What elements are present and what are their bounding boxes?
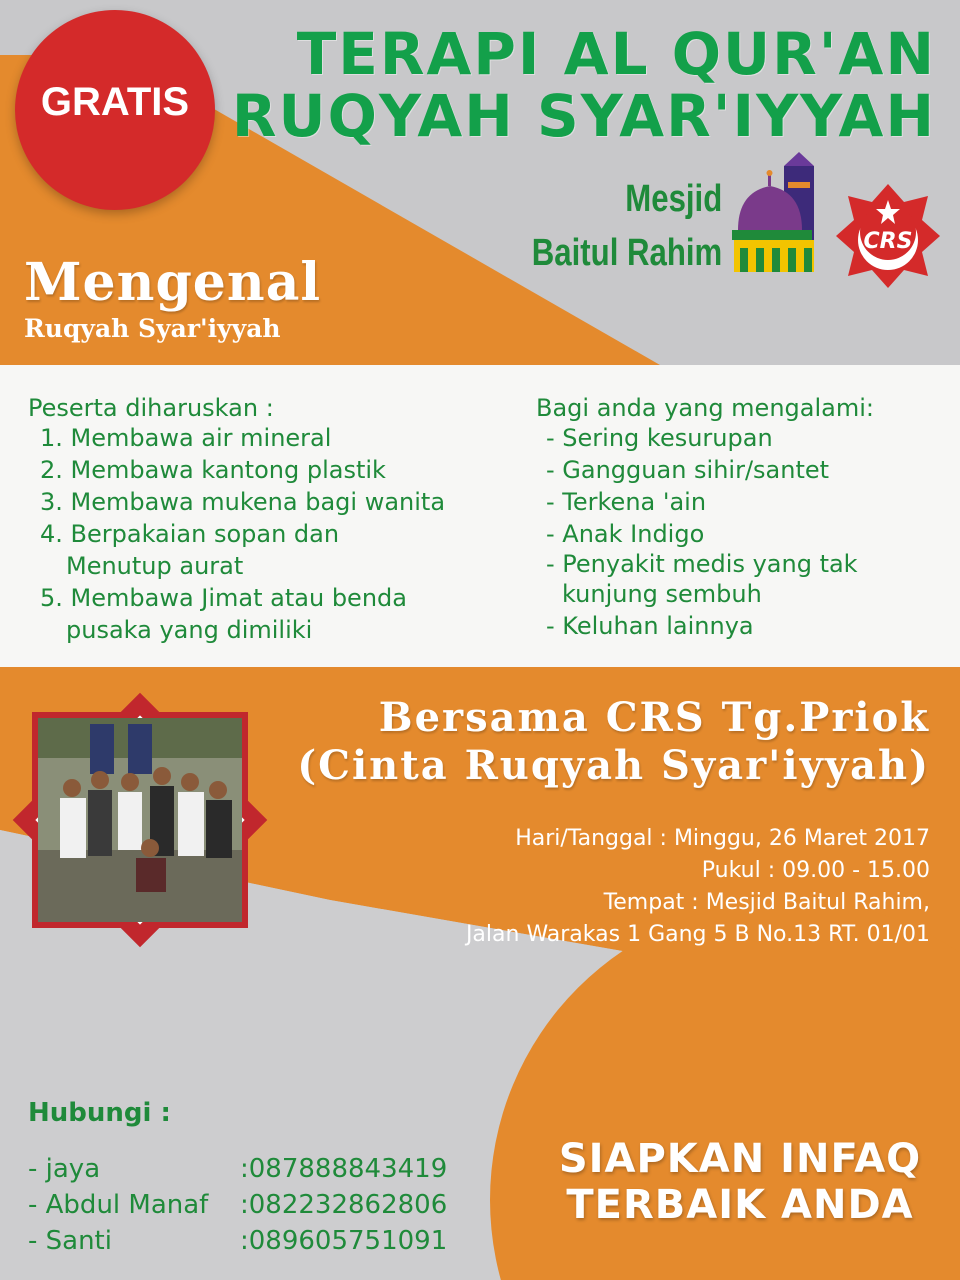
requirement-item: 3. Membawa mukena bagi wanita xyxy=(40,488,446,516)
gratis-label: GRATIS xyxy=(40,80,190,124)
organizer-line-1: Bersama CRS Tg.Priok xyxy=(378,694,930,741)
contact-heading: Hubungi : xyxy=(28,1098,171,1128)
event-address: Jalan Warakas 1 Gang 5 B No.13 RT. 01/01 xyxy=(465,922,930,947)
contact-name: - Santi xyxy=(28,1226,112,1256)
contact-phone[interactable]: :087888843419 xyxy=(240,1154,448,1184)
conditions-heading: Bagi anda yang mengalami: xyxy=(536,394,874,422)
title-line-1: TERAPI AL QUR'AN xyxy=(296,20,936,88)
contact-phone[interactable]: :089605751091 xyxy=(240,1226,448,1256)
cta-line-1: SIAPKAN INFAQ xyxy=(558,1136,922,1182)
intro-subheading: Ruqyah Syar'iyyah xyxy=(24,314,281,343)
intro-heading: Mengenal xyxy=(24,252,322,313)
requirements-heading: Peserta diharuskan : xyxy=(28,394,274,422)
requirement-item: 2. Membawa kantong plastik xyxy=(40,456,386,484)
venue-name-line-1: Mesjid xyxy=(625,178,722,220)
event-time: Pukul : 09.00 - 15.00 xyxy=(701,858,930,883)
condition-item: - Terkena 'ain xyxy=(546,488,707,516)
condition-item: - Sering kesurupan xyxy=(546,424,773,452)
venue-name-line-2: Baitul Rahim xyxy=(531,232,722,274)
crescent-star-icon xyxy=(834,182,942,290)
condition-item: - Gangguan sihir/santet xyxy=(546,456,830,484)
condition-item: - Anak Indigo xyxy=(546,520,705,548)
title-line-2: RUQYAH SYAR'IYYAH xyxy=(231,82,936,150)
condition-item-continuation: kunjung sembuh xyxy=(562,580,762,608)
organizer-line-2: (Cinta Ruqyah Syar'iyyah) xyxy=(297,742,930,789)
condition-item: - Keluhan lainnya xyxy=(546,612,754,640)
requirement-item: 5. Membawa Jimat atau benda xyxy=(40,584,407,612)
team-photo xyxy=(0,680,280,960)
contact-phone[interactable]: :082232862806 xyxy=(240,1190,448,1220)
crs-logo-text: CRS xyxy=(863,229,913,254)
contact-name: - jaya xyxy=(28,1154,101,1184)
requirement-item: 4. Berpakaian sopan dan xyxy=(40,520,340,548)
requirement-item-continuation: pusaka yang dimiliki xyxy=(66,616,313,644)
event-place: Tempat : Mesjid Baitul Rahim, xyxy=(603,890,930,915)
contact-name: - Abdul Manaf xyxy=(28,1190,209,1220)
requirement-item-continuation: Menutup aurat xyxy=(66,552,244,580)
requirement-item: 1. Membawa air mineral xyxy=(40,424,332,452)
mosque-icon xyxy=(732,152,822,274)
condition-item: - Penyakit medis yang tak xyxy=(546,550,858,578)
event-date: Hari/Tanggal : Minggu, 26 Maret 2017 xyxy=(515,826,930,851)
cta-line-2: TERBAIK ANDA xyxy=(566,1182,914,1228)
